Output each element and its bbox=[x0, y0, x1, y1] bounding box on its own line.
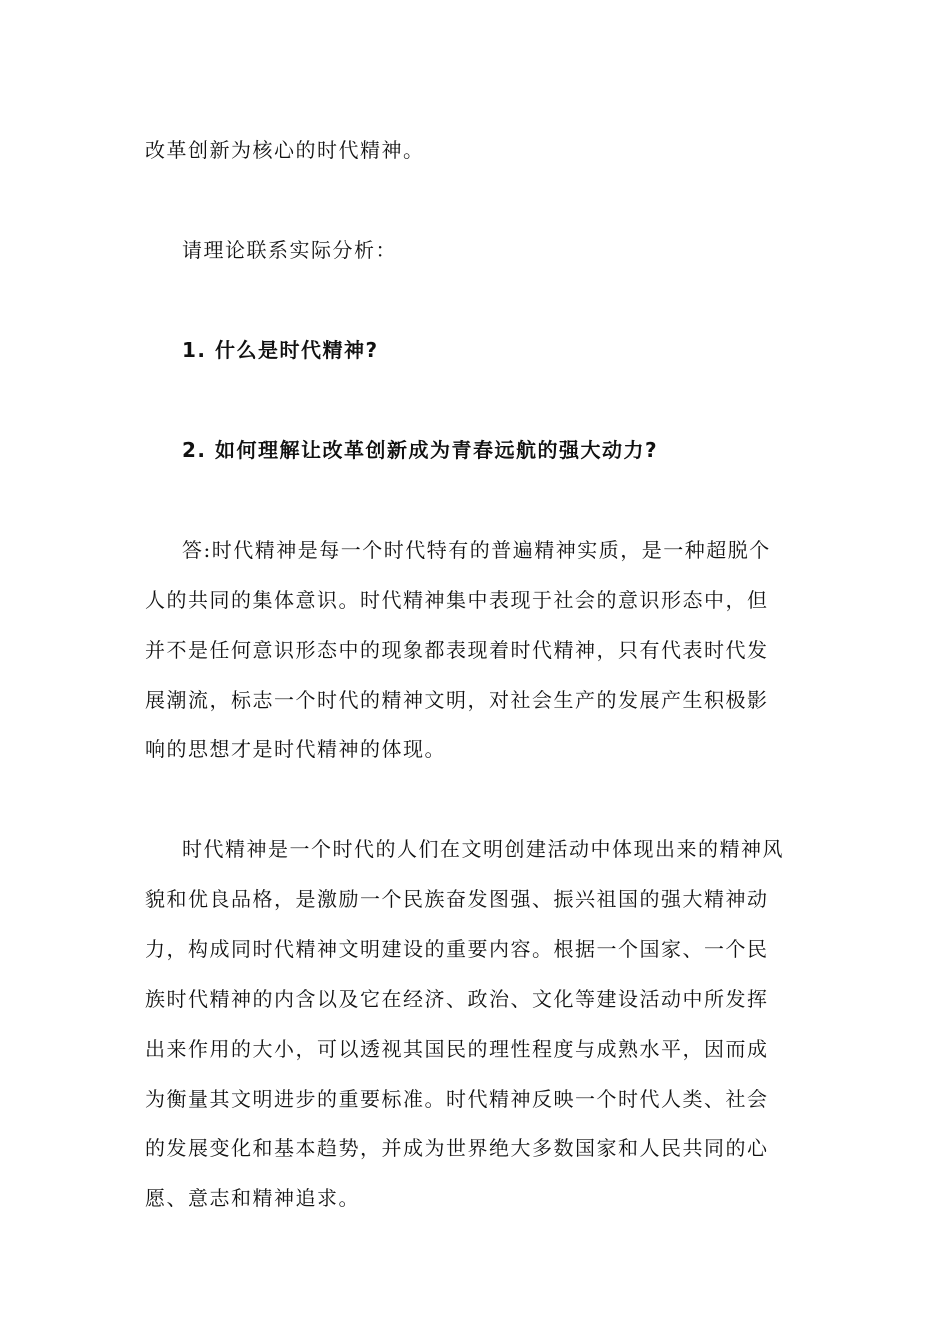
question-1: 1. 什么是时代精神? bbox=[182, 338, 379, 362]
paragraph-line: 族时代精神的内含以及它在经济、政治、文化等建设活动中所发挥 bbox=[145, 987, 769, 1011]
paragraph-line: 并不是任何意识形态中的现象都表现着时代精神，只有代表时代发 bbox=[145, 638, 769, 662]
paragraph-line: 人的共同的集体意识。时代精神集中表现于社会的意识形态中，但 bbox=[145, 588, 769, 612]
paragraph-line: 愿、意志和精神追求。 bbox=[145, 1186, 360, 1210]
paragraph-line: 力，构成同时代精神文明建设的重要内容。根据一个国家、一个民 bbox=[145, 937, 769, 961]
question-2: 2. 如何理解让改革创新成为青春远航的强大动力? bbox=[182, 438, 659, 462]
paragraph-line: 出来作用的大小，可以透视其国民的理性程度与成熟水平，因而成 bbox=[145, 1037, 769, 1061]
analysis-prompt: 请理论联系实际分析： bbox=[182, 238, 397, 262]
paragraph-line: 展潮流，标志一个时代的精神文明，对社会生产的发展产生积极影 bbox=[145, 688, 769, 712]
paragraph-line: 为衡量其文明进步的重要标准。时代精神反映一个时代人类、社会 bbox=[145, 1087, 769, 1111]
paragraph-line: 响的思想才是时代精神的体现。 bbox=[145, 737, 446, 761]
paragraph-line: 貌和优良品格，是激励一个民族奋发图强、振兴祖国的强大精神动 bbox=[145, 887, 769, 911]
paragraph-line: 答:时代精神是每一个时代特有的普遍精神实质，是一种超脱个 bbox=[182, 538, 771, 562]
paragraph-line: 的发展变化和基本趋势，并成为世界绝大多数国家和人民共同的心 bbox=[145, 1136, 769, 1160]
intro-tail-line: 改革创新为核心的时代精神。 bbox=[145, 138, 425, 162]
paragraph-line: 时代精神是一个时代的人们在文明创建活动中体现出来的精神风 bbox=[182, 837, 784, 861]
